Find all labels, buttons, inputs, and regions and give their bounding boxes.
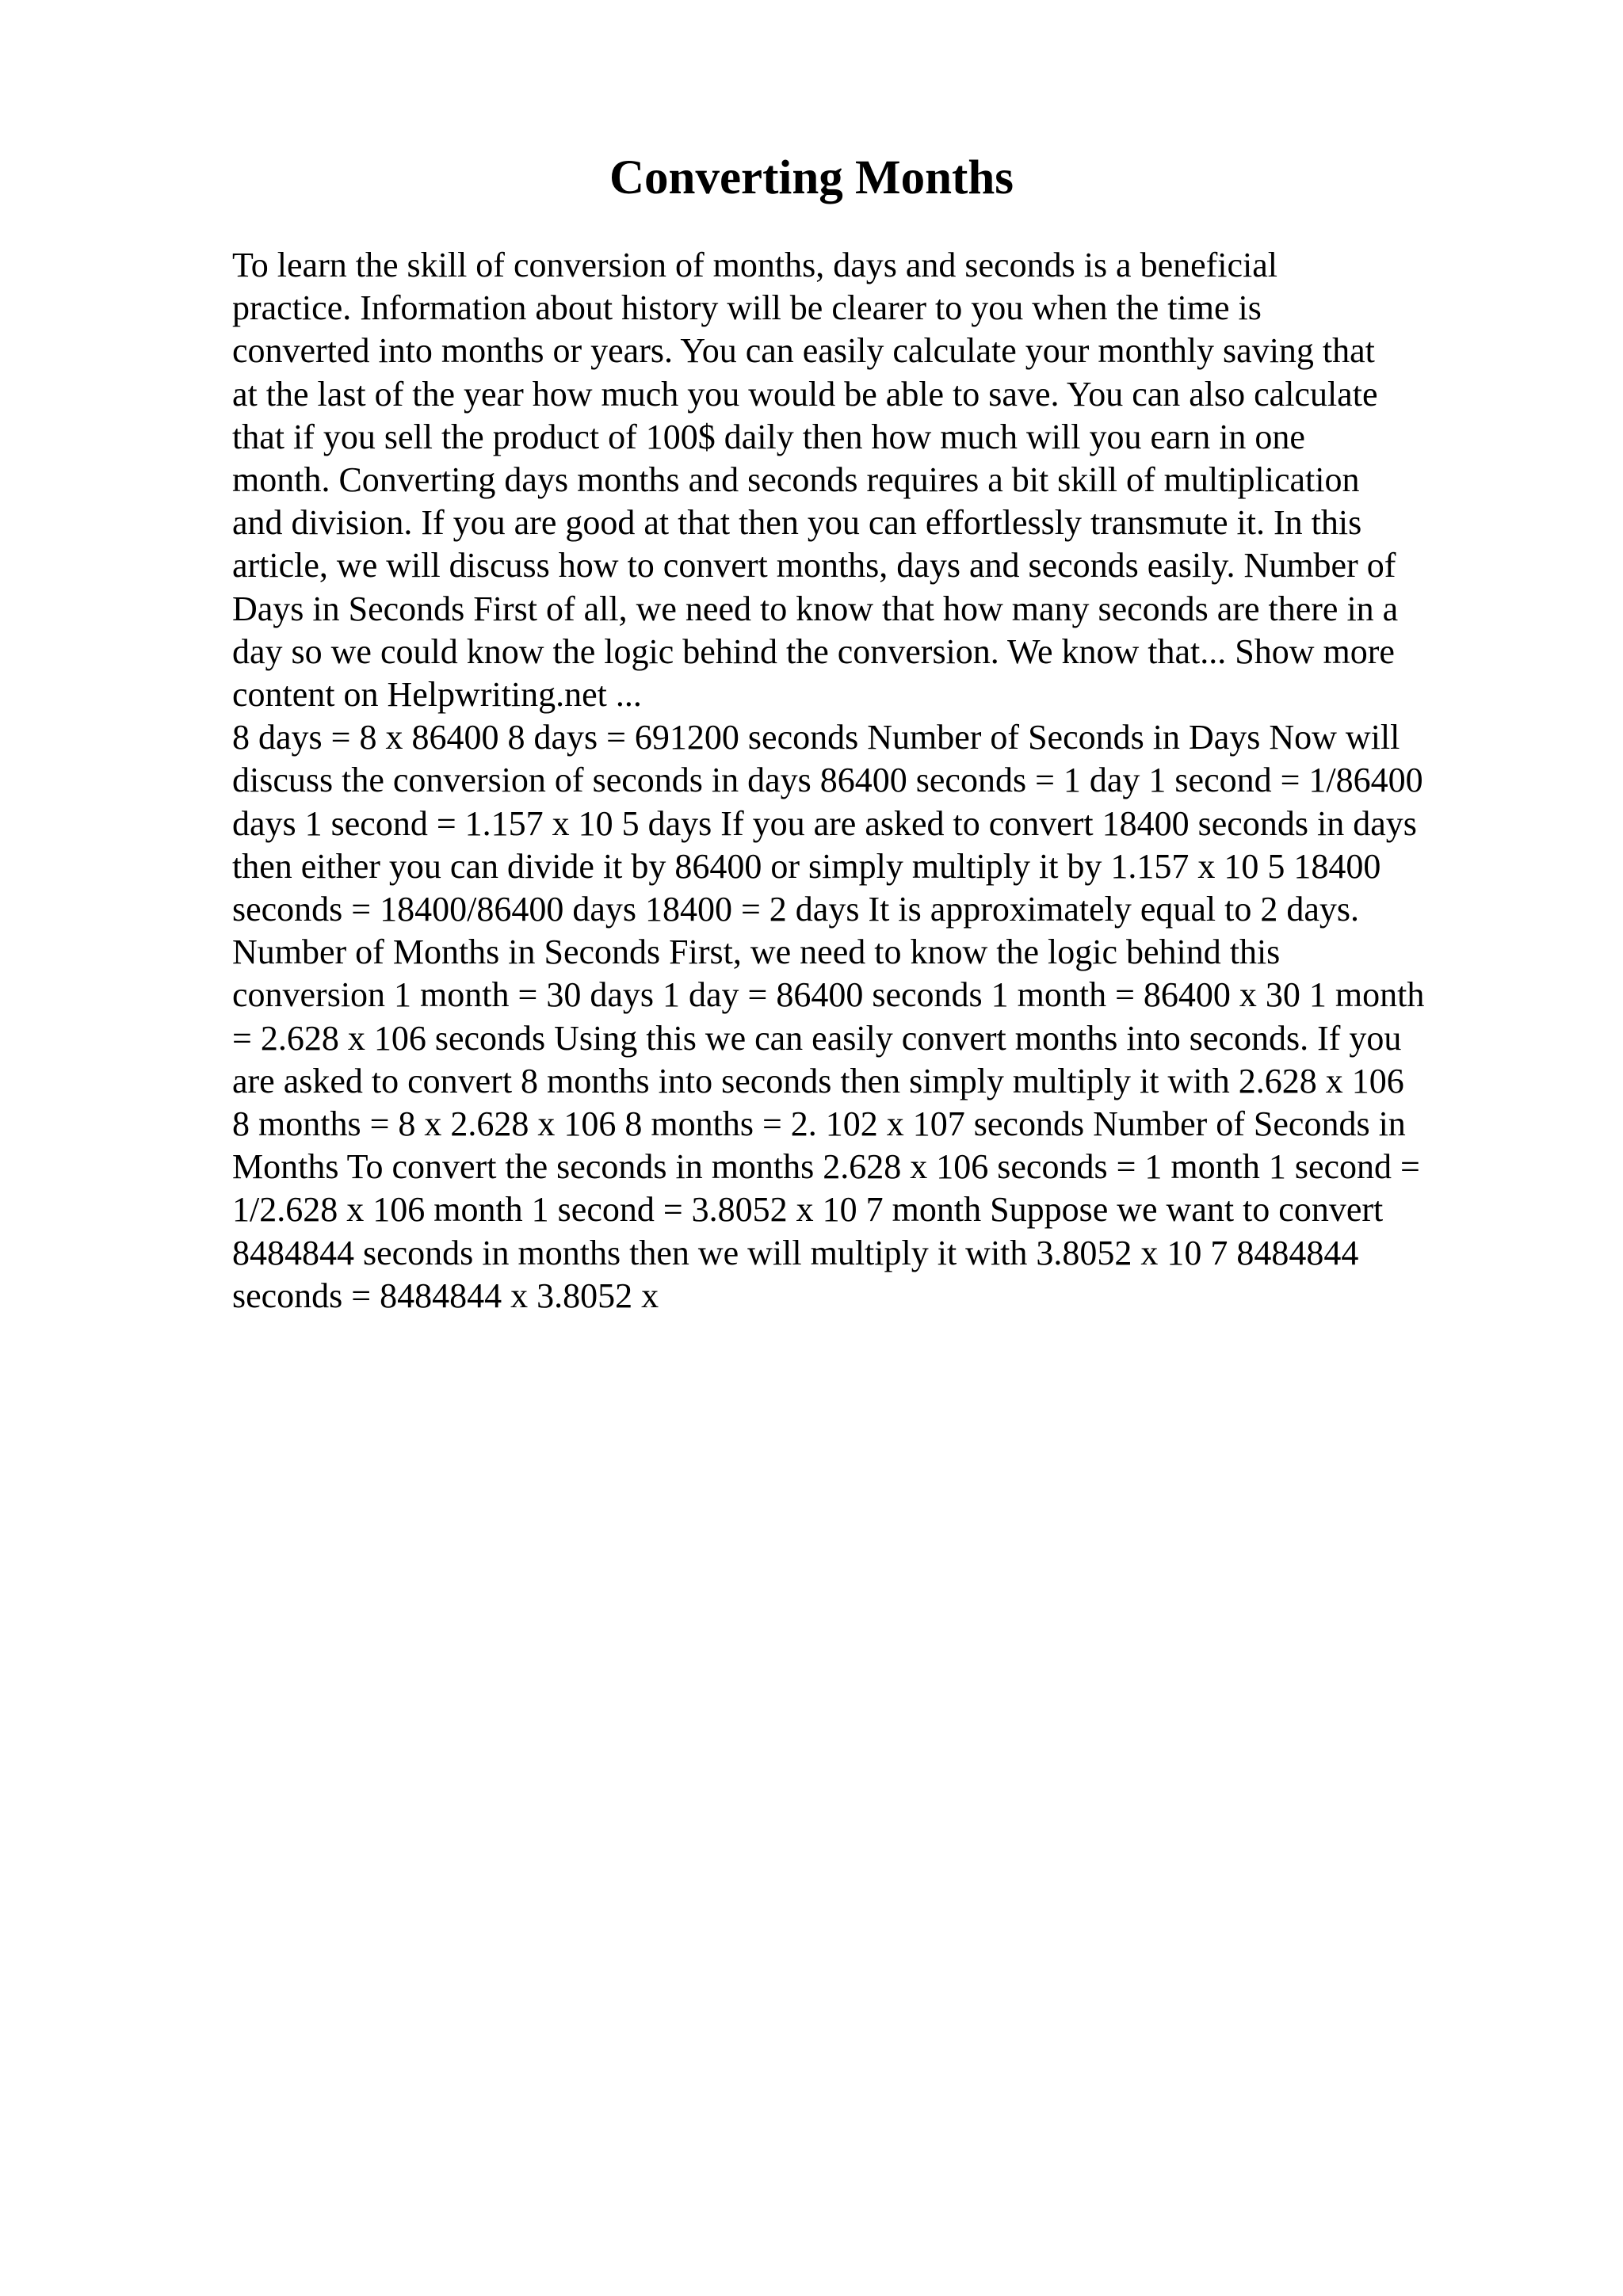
body-line: days 1 second = 1.157 x 10 5 days If you are asked to convert 18400 seconds in days [232,803,1417,843]
body-line: content on Helpwriting.net ... [232,675,642,715]
body-line: 8 days = 8 x 86400 8 days = 691200 seconds Number of Seconds in Days Now will [232,718,1400,757]
body-line: and division. If you are good at that then you can effortlessly transmute it. In this [232,503,1362,543]
body-line: 8484844 seconds in months then we will multiply it with 3.8052 x 10 7 8484844 [232,1233,1359,1272]
body-line: month. Converting days months and seconds requires a bit skill of multiplication [232,460,1360,500]
body-line: conversion 1 month = 30 days 1 day = 86400 seconds 1 month = 86400 x 30 1 month [232,975,1425,1015]
body-line: that if you sell the product of 100$ daily then how much will you earn in one [232,417,1305,456]
body-line: Number of Months in Seconds First, we need to know the logic behind this [232,933,1281,972]
document-body [232,244,1516,1318]
body-line: at the last of the year how much you would be able to save. You can also calculate [232,374,1378,414]
body-line: = 2.628 x 106 seconds Using this we can easily convert months into seconds. If you [232,1018,1402,1058]
body-line: Months To convert the seconds in months 2.628 x 106 seconds = 1 month 1 second = [232,1147,1420,1187]
body-line: then either you can divide it by 86400 or simply multiply it by 1.157 x 10 5 18400 [232,846,1381,886]
body-line: seconds = 18400/86400 days 18400 = 2 days It is approximately equal to 2 days. [232,890,1359,929]
body-line: seconds = 8484844 x 3.8052 x [232,1276,659,1315]
body-line: discuss the conversion of seconds in days 86400 seconds = 1 day 1 second = 1/86400 [232,761,1423,800]
body-line: converted into months or years. You can easily calculate your monthly saving that [232,331,1375,371]
body-line: To learn the skill of conversion of months, days and seconds is a beneficial [232,246,1278,284]
body-line: 1/2.628 x 106 month 1 second = 3.8052 x 10 7 month Suppose we want to convert [232,1190,1384,1230]
body-line: practice. Information about history will be clearer to you when the time is [232,288,1262,328]
body-line: day so we could know the logic behind the conversion. We know that... Show more [232,631,1395,671]
body-line: 8 months = 8 x 2.628 x 106 8 months = 2. 102 x 107 seconds Number of Seconds in [232,1104,1406,1144]
document-title: Converting Months [609,151,1014,204]
body-line: article, we will discuss how to convert months, days and seconds easily. Number of [232,546,1396,585]
body-line: Days in Seconds First of all, we need to know that how many seconds are there in a [232,589,1399,628]
body-line: are asked to convert 8 months into seconds then simply multiply it with 2.628 x 106 [232,1061,1404,1100]
